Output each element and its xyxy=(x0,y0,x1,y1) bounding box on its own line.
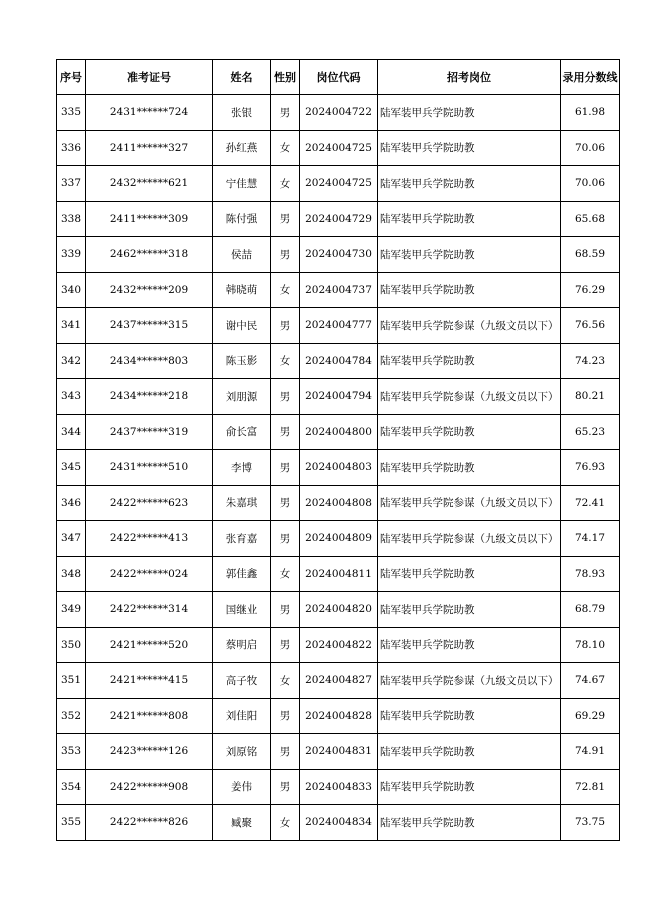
cell-name: 张育嘉 xyxy=(213,521,271,557)
cell-score: 74.17 xyxy=(561,521,620,557)
cell-name: 朱嘉琪 xyxy=(213,485,271,521)
cell-ticket-number: 2434******803 xyxy=(86,343,213,379)
cell-position-code: 2024004725 xyxy=(300,130,378,166)
cell-position-title: 陆军装甲兵学院助教 xyxy=(378,343,561,379)
cell-seq: 352 xyxy=(57,698,86,734)
table-row xyxy=(57,592,620,628)
cell-gender: 女 xyxy=(271,556,300,592)
cell-gender: 男 xyxy=(271,237,300,273)
cell-position-code: 2024004808 xyxy=(300,485,378,521)
header-gender: 性别 xyxy=(271,60,300,95)
cell-position-title: 陆军装甲兵学院助教 xyxy=(378,237,561,273)
cell-score: 78.10 xyxy=(561,627,620,663)
cell-position-title: 陆军装甲兵学院助教 xyxy=(378,201,561,237)
cell-gender: 男 xyxy=(271,485,300,521)
cell-gender: 女 xyxy=(271,166,300,202)
cell-gender: 男 xyxy=(271,450,300,486)
table-row xyxy=(57,627,620,663)
cell-ticket-number: 2462******318 xyxy=(86,237,213,273)
table-row xyxy=(57,521,620,557)
table-header-row xyxy=(57,60,620,95)
cell-seq: 343 xyxy=(57,379,86,415)
cell-ticket-number: 2422******024 xyxy=(86,556,213,592)
header-post: 招考岗位 xyxy=(378,60,561,95)
cell-name: 侯喆 xyxy=(213,237,271,273)
table-row xyxy=(57,414,620,450)
cell-position-code: 2024004729 xyxy=(300,201,378,237)
cell-position-title: 陆军装甲兵学院助教 xyxy=(378,698,561,734)
cell-score: 80.21 xyxy=(561,379,620,415)
cell-position-title: 陆军装甲兵学院助教 xyxy=(378,272,561,308)
cell-name: 国继业 xyxy=(213,592,271,628)
cell-ticket-number: 2422******908 xyxy=(86,769,213,805)
cell-score: 76.29 xyxy=(561,272,620,308)
cell-ticket-number: 2437******319 xyxy=(86,414,213,450)
cell-position-code: 2024004828 xyxy=(300,698,378,734)
cell-position-code: 2024004737 xyxy=(300,272,378,308)
cell-ticket-number: 2422******623 xyxy=(86,485,213,521)
cell-position-title: 陆军装甲兵学院助教 xyxy=(378,556,561,592)
cell-seq: 350 xyxy=(57,627,86,663)
cell-position-code: 2024004831 xyxy=(300,734,378,770)
table-row xyxy=(57,237,620,273)
cell-gender: 男 xyxy=(271,734,300,770)
cell-position-code: 2024004722 xyxy=(300,95,378,131)
table-row xyxy=(57,663,620,699)
cell-position-code: 2024004822 xyxy=(300,627,378,663)
cell-gender: 男 xyxy=(271,379,300,415)
cell-name: 宁佳慧 xyxy=(213,166,271,202)
cell-position-title: 陆军装甲兵学院助教 xyxy=(378,769,561,805)
cell-score: 74.91 xyxy=(561,734,620,770)
cell-ticket-number: 2432******209 xyxy=(86,272,213,308)
admission-score-table xyxy=(56,59,620,841)
cell-position-code: 2024004833 xyxy=(300,769,378,805)
cell-name: 刘朋源 xyxy=(213,379,271,415)
cell-score: 65.68 xyxy=(561,201,620,237)
cell-ticket-number: 2421******520 xyxy=(86,627,213,663)
cell-gender: 男 xyxy=(271,414,300,450)
cell-ticket-number: 2434******218 xyxy=(86,379,213,415)
cell-score: 70.06 xyxy=(561,130,620,166)
cell-name: 谢中民 xyxy=(213,308,271,344)
cell-score: 74.23 xyxy=(561,343,620,379)
cell-score: 65.23 xyxy=(561,414,620,450)
cell-gender: 女 xyxy=(271,343,300,379)
cell-position-title: 陆军装甲兵学院助教 xyxy=(378,734,561,770)
cell-position-code: 2024004725 xyxy=(300,166,378,202)
cell-score: 72.41 xyxy=(561,485,620,521)
cell-position-code: 2024004794 xyxy=(300,379,378,415)
cell-name: 张银 xyxy=(213,95,271,131)
cell-seq: 353 xyxy=(57,734,86,770)
table-body xyxy=(57,95,620,841)
cell-seq: 346 xyxy=(57,485,86,521)
cell-position-title: 陆军装甲兵学院助教 xyxy=(378,166,561,202)
cell-ticket-number: 2422******314 xyxy=(86,592,213,628)
cell-position-code: 2024004777 xyxy=(300,308,378,344)
table-row xyxy=(57,769,620,805)
cell-position-code: 2024004820 xyxy=(300,592,378,628)
cell-gender: 男 xyxy=(271,592,300,628)
table-row xyxy=(57,308,620,344)
cell-name: 臧聚 xyxy=(213,805,271,841)
cell-name: 陈玉影 xyxy=(213,343,271,379)
table-row xyxy=(57,450,620,486)
cell-gender: 女 xyxy=(271,663,300,699)
cell-gender: 男 xyxy=(271,698,300,734)
header-score: 录用分数线 xyxy=(561,60,620,95)
cell-ticket-number: 2411******309 xyxy=(86,201,213,237)
cell-name: 孙红燕 xyxy=(213,130,271,166)
cell-name: 高子牧 xyxy=(213,663,271,699)
cell-position-code: 2024004784 xyxy=(300,343,378,379)
cell-name: 刘原铭 xyxy=(213,734,271,770)
cell-position-title: 陆军装甲兵学院助教 xyxy=(378,592,561,628)
cell-position-title: 陆军装甲兵学院参谋（九级文员以下） xyxy=(378,485,561,521)
cell-position-title: 陆军装甲兵学院助教 xyxy=(378,414,561,450)
cell-position-title: 陆军装甲兵学院参谋（九级文员以下） xyxy=(378,663,561,699)
cell-score: 78.93 xyxy=(561,556,620,592)
cell-position-code: 2024004834 xyxy=(300,805,378,841)
header-name: 姓名 xyxy=(213,60,271,95)
table-row xyxy=(57,95,620,131)
cell-seq: 342 xyxy=(57,343,86,379)
cell-ticket-number: 2437******315 xyxy=(86,308,213,344)
cell-seq: 355 xyxy=(57,805,86,841)
cell-ticket-number: 2432******621 xyxy=(86,166,213,202)
cell-score: 74.67 xyxy=(561,663,620,699)
table-row xyxy=(57,201,620,237)
table-row xyxy=(57,272,620,308)
cell-position-title: 陆军装甲兵学院助教 xyxy=(378,130,561,166)
cell-position-code: 2024004803 xyxy=(300,450,378,486)
table-row xyxy=(57,698,620,734)
cell-seq: 354 xyxy=(57,769,86,805)
cell-score: 61.98 xyxy=(561,95,620,131)
table-row xyxy=(57,130,620,166)
cell-name: 蔡明启 xyxy=(213,627,271,663)
cell-gender: 女 xyxy=(271,130,300,166)
cell-position-title: 陆军装甲兵学院助教 xyxy=(378,450,561,486)
cell-seq: 347 xyxy=(57,521,86,557)
cell-position-title: 陆军装甲兵学院参谋（九级文员以下） xyxy=(378,521,561,557)
cell-position-code: 2024004809 xyxy=(300,521,378,557)
cell-name: 刘佳阳 xyxy=(213,698,271,734)
cell-seq: 335 xyxy=(57,95,86,131)
cell-score: 73.75 xyxy=(561,805,620,841)
cell-position-code: 2024004730 xyxy=(300,237,378,273)
cell-score: 69.29 xyxy=(561,698,620,734)
cell-gender: 男 xyxy=(271,201,300,237)
cell-ticket-number: 2431******510 xyxy=(86,450,213,486)
cell-ticket-number: 2422******413 xyxy=(86,521,213,557)
cell-name: 俞长富 xyxy=(213,414,271,450)
cell-score: 70.06 xyxy=(561,166,620,202)
cell-position-title: 陆军装甲兵学院助教 xyxy=(378,627,561,663)
cell-position-title: 陆军装甲兵学院参谋（九级文员以下） xyxy=(378,379,561,415)
cell-ticket-number: 2421******808 xyxy=(86,698,213,734)
cell-position-code: 2024004827 xyxy=(300,663,378,699)
cell-position-title: 陆军装甲兵学院参谋（九级文员以下） xyxy=(378,308,561,344)
cell-score: 68.59 xyxy=(561,237,620,273)
cell-seq: 341 xyxy=(57,308,86,344)
cell-gender: 女 xyxy=(271,805,300,841)
table-row xyxy=(57,556,620,592)
cell-seq: 340 xyxy=(57,272,86,308)
cell-name: 姜伟 xyxy=(213,769,271,805)
cell-seq: 348 xyxy=(57,556,86,592)
cell-score: 72.81 xyxy=(561,769,620,805)
cell-ticket-number: 2422******826 xyxy=(86,805,213,841)
cell-gender: 女 xyxy=(271,272,300,308)
cell-ticket-number: 2431******724 xyxy=(86,95,213,131)
cell-position-title: 陆军装甲兵学院助教 xyxy=(378,95,561,131)
cell-score: 76.93 xyxy=(561,450,620,486)
cell-name: 陈付强 xyxy=(213,201,271,237)
cell-seq: 351 xyxy=(57,663,86,699)
cell-name: 郭佳鑫 xyxy=(213,556,271,592)
cell-seq: 349 xyxy=(57,592,86,628)
cell-gender: 男 xyxy=(271,308,300,344)
cell-seq: 337 xyxy=(57,166,86,202)
cell-gender: 男 xyxy=(271,95,300,131)
cell-seq: 344 xyxy=(57,414,86,450)
cell-ticket-number: 2421******415 xyxy=(86,663,213,699)
cell-name: 李博 xyxy=(213,450,271,486)
cell-seq: 336 xyxy=(57,130,86,166)
table-row xyxy=(57,166,620,202)
cell-position-code: 2024004811 xyxy=(300,556,378,592)
cell-ticket-number: 2411******327 xyxy=(86,130,213,166)
cell-score: 76.56 xyxy=(561,308,620,344)
cell-seq: 345 xyxy=(57,450,86,486)
header-ticket: 准考证号 xyxy=(86,60,213,95)
header-seq: 序号 xyxy=(57,60,86,95)
table-row xyxy=(57,343,620,379)
table-row xyxy=(57,734,620,770)
cell-gender: 男 xyxy=(271,521,300,557)
cell-name: 韩晓萌 xyxy=(213,272,271,308)
cell-score: 68.79 xyxy=(561,592,620,628)
cell-gender: 男 xyxy=(271,627,300,663)
header-code: 岗位代码 xyxy=(300,60,378,95)
cell-position-title: 陆军装甲兵学院助教 xyxy=(378,805,561,841)
cell-position-code: 2024004800 xyxy=(300,414,378,450)
cell-seq: 338 xyxy=(57,201,86,237)
table-row xyxy=(57,485,620,521)
table-row xyxy=(57,805,620,841)
table-row xyxy=(57,379,620,415)
cell-seq: 339 xyxy=(57,237,86,273)
cell-gender: 男 xyxy=(271,769,300,805)
cell-ticket-number: 2423******126 xyxy=(86,734,213,770)
